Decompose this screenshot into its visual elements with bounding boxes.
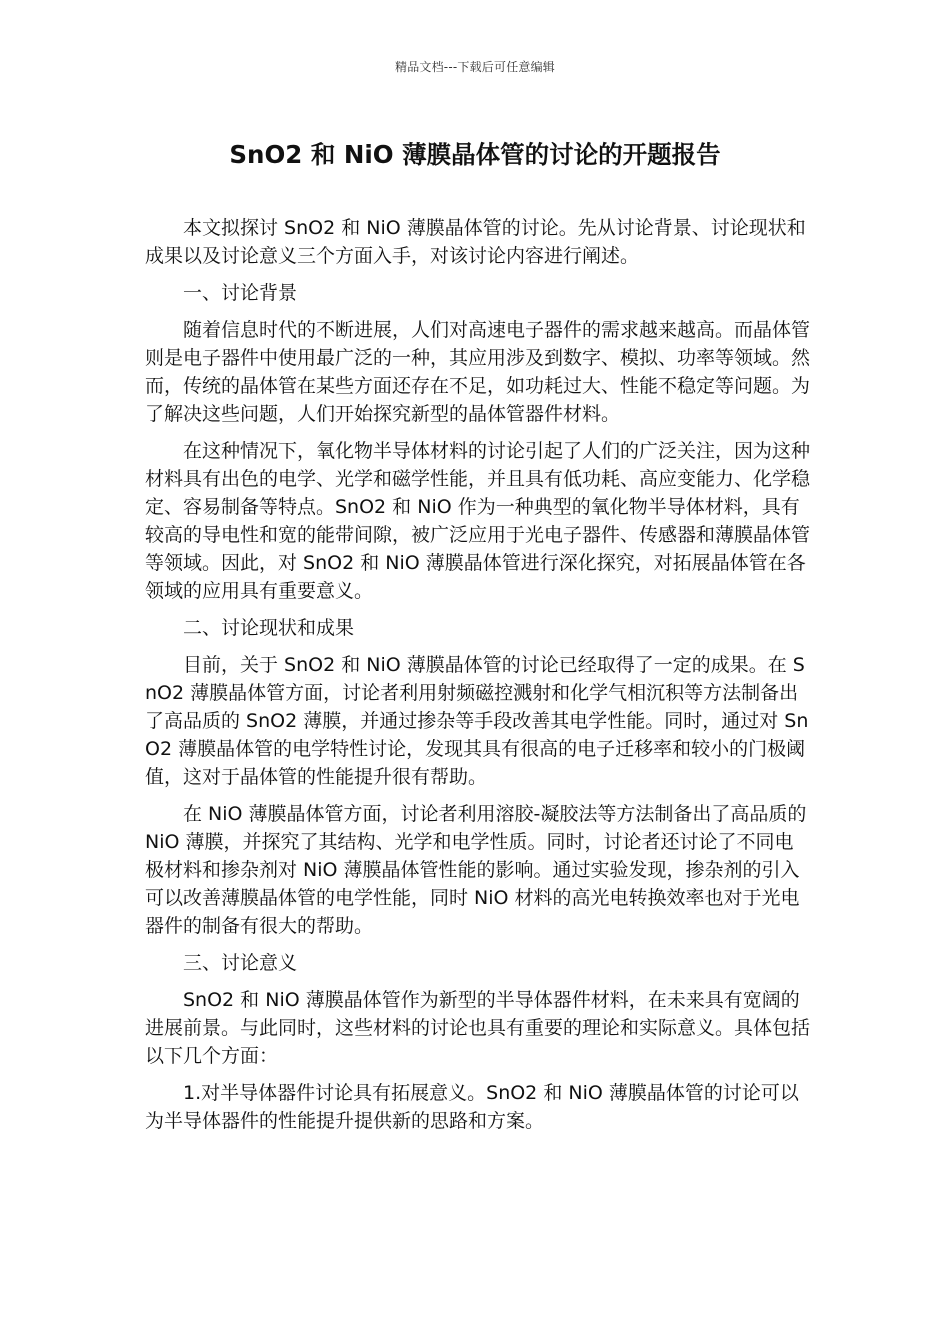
significance-paragraph-2: 1.对半导体器件讨论具有拓展意义。SnO2 和 NiO 薄膜晶体管的讨论可以为半导体器件的性能提升提供新的思路和方案。: [145, 1082, 799, 1132]
page-header-note: 精品文档---下载后可任意编辑: [395, 60, 555, 74]
section-heading-background: 一、讨论背景: [183, 282, 298, 304]
intro-paragraph: 本文拟探讨 SnO2 和 NiO 薄膜晶体管的讨论。先从讨论背景、讨论现状和成果以及讨论意义三个方面入手，对该讨论内容进行阐述。: [145, 217, 806, 267]
section-heading-significance: 三、讨论意义: [183, 952, 298, 974]
section-heading-status: 二、讨论现状和成果: [183, 617, 355, 639]
significance-paragraph-1: SnO2 和 NiO 薄膜晶体管作为新型的半导体器件材料，在未来具有宽阔的进展前景。与此同时，这些材料的讨论也具有重要的理论和实际意义。具体包括以下几个方面：: [145, 989, 811, 1067]
background-paragraph-2: 在这种情况下，氧化物半导体材料的讨论引起了人们的广泛关注，因为这种材料具有出色的电学、光学和磁学性能，并且具有低功耗、高应变能力、化学稳定、容易制备等特点。SnO2 和 NiO 作为一种典型的氧化物半导体材料，具有较高的导电性和宽的能带间隙，被广泛应用于光电子器件、传感器和薄膜晶体管等领域。因此，对 SnO2 和 NiO 薄膜晶体管进行深化探究，对拓展晶体管在各领域的应用具有重要意义。: [145, 440, 811, 602]
background-paragraph-1: 随着信息时代的不断进展，人们对高速电子器件的需求越来越高。而晶体管则是电子器件中使用最广泛的一种，其应用涉及到数字、模拟、功率等领域。然而，传统的晶体管在某些方面还存在不足，如功耗过大、性能不稳定等问题。为了解决这些问题，人们开始探究新型的晶体管器件材料。: [145, 319, 811, 425]
status-paragraph-2: 在 NiO 薄膜晶体管方面，讨论者利用溶胶-凝胶法等方法制备出了高品质的 NiO 薄膜，并探究了其结构、光学和电学性质。同时，讨论者还讨论了不同电极材料和掺杂剂对 NiO 薄膜晶体管性能的影响。通过实验发现，掺杂剂的引入可以改善薄膜晶体管的电学性能，同时 NiO 材料的高光电转换效率也对于光电器件的制备有很大的帮助。: [145, 803, 807, 937]
document-title: SnO2 和 NiO 薄膜晶体管的讨论的开题报告: [229, 140, 721, 169]
status-paragraph-1: 目前，关于 SnO2 和 NiO 薄膜晶体管的讨论已经取得了一定的成果。在 SnO2 薄膜晶体管方面，讨论者利用射频磁控溅射和化学气相沉积等方法制备出了高品质的 SnO2 薄膜，并通过掺杂等手段改善其电学性能。同时，通过对 SnO2 薄膜晶体管的电学特性讨论，发现其具有很高的电子迁移率和较小的门极阈值，这对于晶体管的性能提升很有帮助。: [145, 654, 809, 788]
document-body: [145, 214, 810, 1144]
